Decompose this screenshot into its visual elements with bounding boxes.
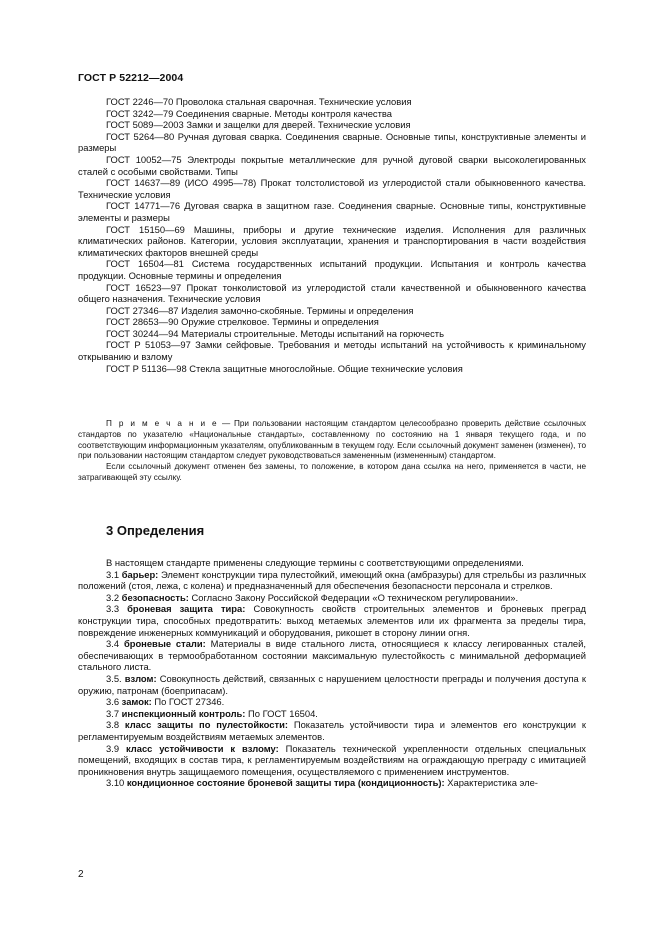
note-paragraph — [78, 419, 586, 462]
definitions-list — [78, 557, 586, 789]
reference-item: ГОСТ 14771—76 Дуговая сварка в защитном газе. Соединения сварные. Основные типы, конструктивные элементы и размеры — [78, 200, 586, 223]
section-title: 3 Определения — [106, 523, 205, 538]
definition-text: Совокупность действий, связанных с нарушением целостности преграды и получения доступа к оружию, патронам (боеприпасам). — [78, 672, 586, 696]
definition-text: По ГОСТ 27346. — [151, 696, 225, 708]
definition-number: 3.9 — [106, 742, 120, 754]
definition-item — [78, 719, 586, 742]
definition-number: 3.7 — [106, 707, 120, 719]
definition-number: 3.2 — [106, 591, 120, 603]
note-block — [78, 419, 586, 484]
definition-number: 3.1 — [106, 568, 120, 580]
definition-term: кондиционное состояние броневой защиты тира (кондиционность): — [126, 777, 445, 789]
note-label: П р и м е ч а н и е — [106, 419, 219, 428]
reference-item: ГОСТ 2246—70 Проволока стальная сварочная. Технические условия — [106, 96, 412, 107]
note-text: — При пользовании настоящим стандартом целесообразно проверить действие ссылочных стандартов по указателю «Национальные стандарты», составленному по состоянию на 1 января текущего года, и по соответствующим информационным указателям, опубликованным в текущем году. Если ссылочный документ заменен (изменен), то при пользовании настоящим стандартом следует руководствоваться замененным (измененным) стандартом. — [78, 419, 586, 461]
normative-references-list — [78, 96, 586, 374]
document-header: ГОСТ Р 52212—2004 — [78, 72, 184, 84]
definition-term: безопасность: — [121, 591, 189, 603]
definition-text: Материалы в виде стального листа, относящиеся к классу легированных сталей, обеспечивающих в термообработанном состоянии максимальную пулестойкость с минимальной деформацией стального листа. — [78, 638, 586, 673]
definition-item — [78, 638, 586, 673]
definition-term: взлом: — [124, 672, 157, 684]
definition-item — [78, 708, 586, 720]
note-paragraph-2: Если ссылочный документ отменен без замены, то положение, в котором дана ссылка на него, применяется в части, не затрагивающей эту ссылку. — [78, 462, 586, 482]
definition-item — [78, 743, 586, 778]
reference-item: ГОСТ 27346—87 Изделия замочно-скобяные. Термины и определения — [106, 304, 414, 316]
definition-text: Характеристика эле- — [444, 777, 538, 789]
definition-text: Показатель устойчивости тира и элементов его конструкции к регламентируемым воздействиям метаемых элементов. — [78, 719, 586, 742]
definition-term: барьер: — [121, 568, 159, 580]
reference-item: ГОСТ 3242—79 Соединения сварные. Методы контроля качества — [106, 107, 392, 119]
reference-item: ГОСТ Р 51053—97 Замки сейфовые. Требования и методы испытаний на устойчивость к криминальному открыванию и взлому — [78, 339, 586, 363]
intro-paragraph: В настоящем стандарте применены следующие термины с соответствующими определениями. — [106, 557, 524, 568]
definition-text: Показатель технической укрепленности отдельных специальных помещений, входящих в состав тира, к регламентируемым воздействиям на ограждающую преграду с имитацией проникновения внутрь защищаемого помещения, осуществляемого с применением инструментов. — [78, 742, 586, 777]
definition-item — [78, 592, 586, 604]
reference-item: ГОСТ 16504—81 Система государственных испытаний продукции. Испытания и контроль качества продукции. Основные термины и определения — [78, 258, 586, 281]
definition-term: замок: — [121, 696, 152, 708]
definition-number: 3.4 — [106, 638, 120, 650]
definition-text: Совокупность свойств строительных элементов и броневых преград конструкции тира, способных предотвратить: выход метаемых элементов или их фрагмента за пределы тира, повреждение инженерных коммуникаций и оборудования, рикошет в сторону линии огня. — [78, 603, 586, 638]
definition-term: инспекционный контроль: — [121, 707, 246, 719]
reference-item: ГОСТ Р 51136—98 Стекла защитные многослойные. Общие технические условия — [106, 362, 463, 374]
definition-term: класс устойчивости к взлому: — [125, 742, 279, 754]
page-number: 2 — [78, 869, 84, 880]
definition-number: 3.10 — [106, 777, 125, 789]
definition-term: броневые стали: — [123, 638, 206, 650]
definition-text: Элемент конструкции тира пулестойкий, имеющий окна (амбразуры) для стрельбы из различных положений (стоя, лежа, с колена) и предназначенный для обеспечения безопасности персонала и стрелков. — [78, 568, 587, 592]
reference-item: ГОСТ 30244—94 Материалы строительные. Методы испытаний на горючесть — [106, 327, 444, 339]
definition-number: 3.8 — [106, 719, 120, 731]
definition-item — [78, 603, 586, 638]
reference-item: ГОСТ 5089—2003 Замки и защелки для дверей. Технические условия — [106, 119, 411, 131]
definition-term: класс защиты по пулестойкости: — [124, 719, 288, 731]
definition-item — [78, 569, 586, 592]
definition-text: По ГОСТ 16504. — [245, 707, 318, 719]
definition-item — [78, 777, 586, 789]
reference-item: ГОСТ 28653—90 Оружие стрелковое. Термины и определения — [106, 316, 379, 328]
definition-number: 3.3 — [106, 603, 120, 615]
definition-item — [78, 696, 586, 708]
definition-text: Согласно Закону Российской Федерации «О техническом регулировании». — [188, 591, 519, 603]
definition-item — [78, 673, 586, 696]
reference-item: ГОСТ 15150—69 Машины, приборы и другие технические изделия. Исполнения для различных климатических районов. Категории, условия эксплуатации, хранения и транспортирования в части воздействия климатических факторов внешней среды — [78, 223, 586, 258]
reference-item: ГОСТ 5264—80 Ручная дуговая сварка. Соединения сварные. Основные типы, конструктивные элементы и размеры — [78, 130, 586, 154]
definition-number: 3.5. — [106, 672, 122, 684]
reference-item: ГОСТ 16523—97 Прокат тонколистовой из углеродистой стали качественной и обыкновенного качества общего назначения. Технические условия — [78, 281, 586, 305]
reference-item: ГОСТ 14637—89 (ИСО 4995—78) Прокат толстолистовой из углеродистой стали обыкновенного качества. Технические условия — [78, 177, 586, 200]
definition-number: 3.6 — [106, 696, 120, 708]
definition-term: броневая защита тира: — [127, 603, 246, 615]
reference-item: ГОСТ 10052—75 Электроды покрытые металлические для ручной дуговой сварки высоколегированных сталей с особыми свойствами. Типы — [78, 153, 586, 177]
